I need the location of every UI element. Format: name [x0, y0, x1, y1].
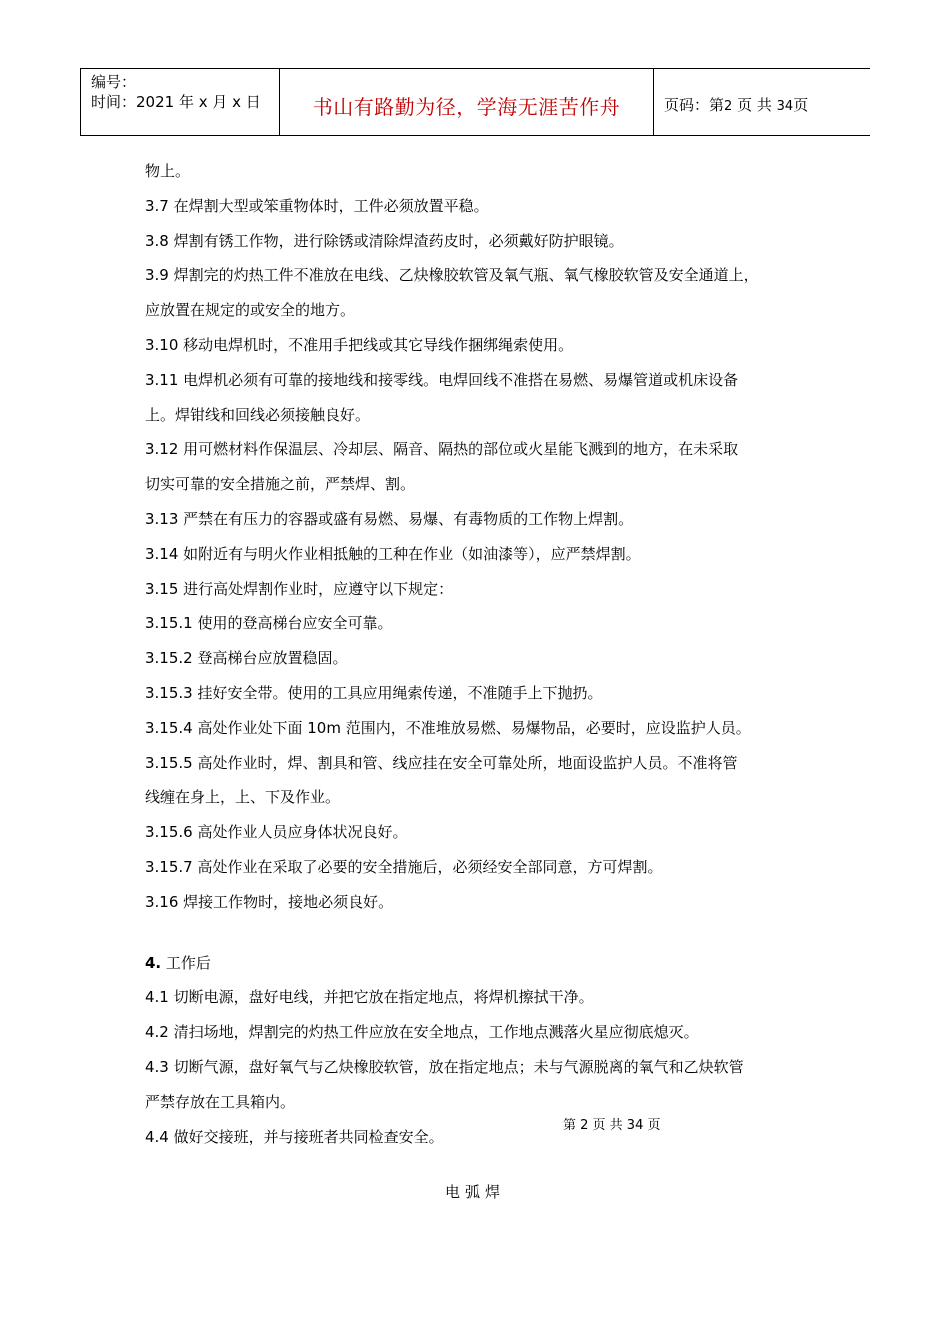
text-line: 严禁存放在工具箱内。: [145, 1092, 296, 1111]
text-line: 3.15.2 登高梯台应放置稳固。: [145, 649, 348, 668]
text-line: 应放置在规定的或安全的地方。: [145, 301, 356, 320]
section-4-heading: [145, 951, 845, 986]
text-line: 3.15.3 挂好安全带。使用的工具应用绳索传递，不准随手上下抛扔。: [145, 683, 603, 702]
header-motto: 书山有路勤为径，学海无涯苦作舟: [312, 95, 621, 119]
text-line: 切实可靠的安全措施之前，严禁焊、割。: [145, 475, 416, 494]
text-line: 3.11 电焊机必须有可靠的接地线和接零线。电焊回线不准搭在易燃、易爆管道或机床设备: [145, 370, 739, 389]
text-line: 3.10 移动电焊机时，不准用手把线或其它导线作捆绑绳索使用。: [145, 335, 574, 354]
section-4-title: 工作后: [161, 953, 211, 972]
text-line: 3.7 在焊割大型或笨重物体时，工件必须放置平稳。: [145, 196, 489, 215]
header-right-cell: [654, 69, 870, 135]
text-line: 4.2 清扫场地，焊割完的灼热工件应放在安全地点，工作地点溅落火星应彻底熄灭。: [145, 1023, 699, 1042]
text-line: 4.4 做好交接班，并与接班者共同检查安全。: [145, 1127, 444, 1146]
page-mid: 页 共: [737, 96, 772, 114]
header-middle-cell: [280, 69, 654, 135]
document-number-label: 编号：: [91, 73, 137, 91]
header-page-indicator: [664, 94, 808, 115]
header-table: [80, 68, 870, 136]
text-line: 3.15.5 高处作业时，焊、割具和管、线应挂在安全可靠处所，地面设监护人员。不准将管: [145, 753, 738, 772]
page-total: 34: [776, 99, 794, 114]
text-line: 3.14 如附近有与明火作业相抵触的工种在作业（如油漆等），应严禁焊割。: [145, 544, 641, 563]
text-line: 4.1 切断电源，盘好电线，并把它放在指定地点，将焊机擦拭干净。: [145, 988, 594, 1007]
page-prefix: 页码：第: [664, 96, 725, 114]
text-line: 4.3 切断气源，盘好氧气与乙炔橡胶软管，放在指定地点；未与气源脱离的氧气和乙炔软管: [145, 1057, 744, 1076]
footer-page-number: 第 2 页 共 34 页: [563, 1118, 661, 1133]
section-4-number: 4.: [145, 953, 162, 972]
text-line: 3.12 用可燃材料作保温层、冷却层、隔音、隔热的部位或火星能飞溅到的地方，在未采取: [145, 440, 739, 459]
document-date: 时间：2021 年 x 月 x 日: [91, 93, 261, 111]
text-line: 物上。: [145, 162, 191, 180]
text-line: 3.16 焊接工作物时，接地必须良好。: [145, 892, 394, 911]
header-left-cell: [80, 69, 280, 135]
text-line: 3.8 焊割有锈工作物，进行除锈或清除焊渣药皮时，必须戴好防护眼镜。: [145, 231, 624, 250]
text-line: 3.9 焊割完的灼热工件不准放在电线、乙炔橡胶软管及氧气瓶、氧气橡胶软管及安全通道上，: [145, 266, 759, 285]
next-section-title: 电弧焊: [444, 1183, 505, 1201]
text-line: 3.15.4 高处作业处下面 10m 范围内，不准堆放易燃、易爆物品，必要时，应设监护人员。: [145, 718, 751, 737]
page-current: 2: [724, 99, 733, 114]
page-suffix: 页: [793, 96, 809, 114]
text-line: 线缠在身上，上、下及作业。: [145, 788, 341, 807]
body-text: [145, 159, 845, 1159]
text-line: 3.15.1 使用的登高梯台应安全可靠。: [145, 614, 393, 633]
text-line: 3.15 进行高处焊割作业时，应遵守以下规定：: [145, 579, 454, 598]
text-line: 3.13 严禁在有压力的容器或盛有易燃、易爆、有毒物质的工作物上焊割。: [145, 509, 634, 528]
text-line: 3.15.6 高处作业人员应身体状况良好。: [145, 823, 408, 842]
text-line: 上。焊钳线和回线必须接触良好。: [145, 405, 371, 424]
text-line: 3.15.7 高处作业在采取了必要的安全措施后，必须经安全部同意，方可焊割。: [145, 857, 663, 876]
